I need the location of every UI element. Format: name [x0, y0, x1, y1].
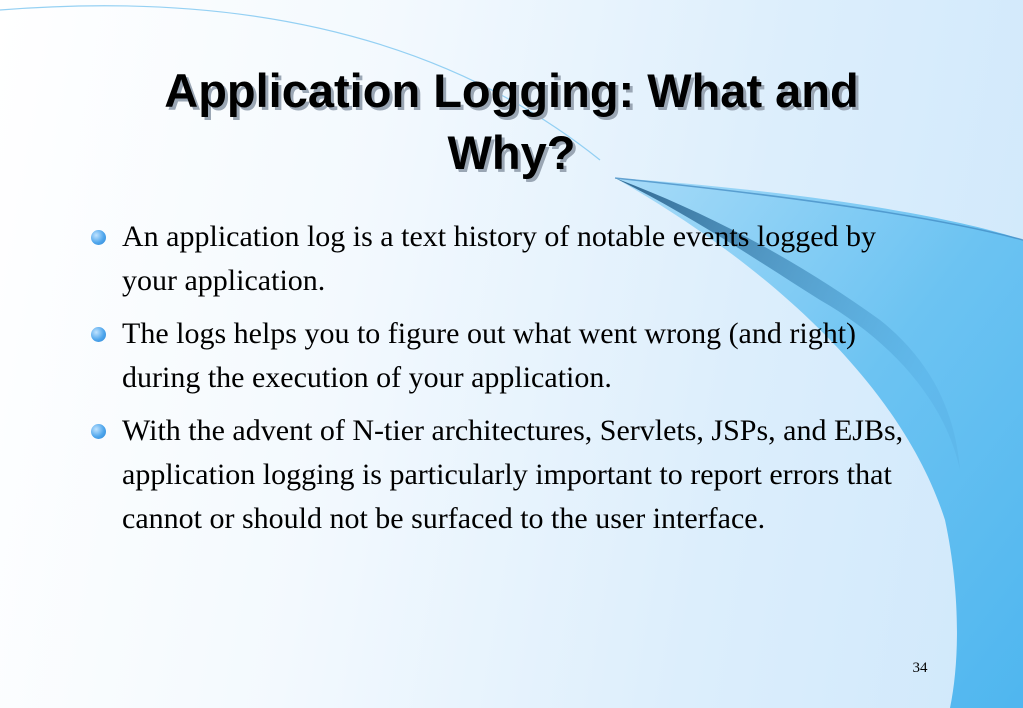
bullet-text: The logs helps you to figure out what went wrong (and right) during the execution of your application.: [122, 317, 857, 394]
bullet-item: [88, 409, 938, 541]
bullet-dot-icon: [91, 424, 106, 439]
bullet-item: [88, 215, 938, 303]
bullet-list: [88, 215, 938, 550]
slide-title: Application Logging: What and Why?: [164, 64, 859, 179]
bullet-dot-icon: [91, 230, 106, 245]
page-number: 34: [912, 660, 928, 676]
bullet-dot-icon: [91, 327, 106, 342]
bullet-text: With the advent of N-tier architectures, Servlets, JSPs, and EJBs, application logging is particularly important to report errors that cannot or should not be surfaced to the user interface.: [122, 414, 904, 535]
bullet-item: [88, 312, 938, 400]
bullet-text: An application log is a text history of notable events logged by your application.: [122, 220, 877, 297]
